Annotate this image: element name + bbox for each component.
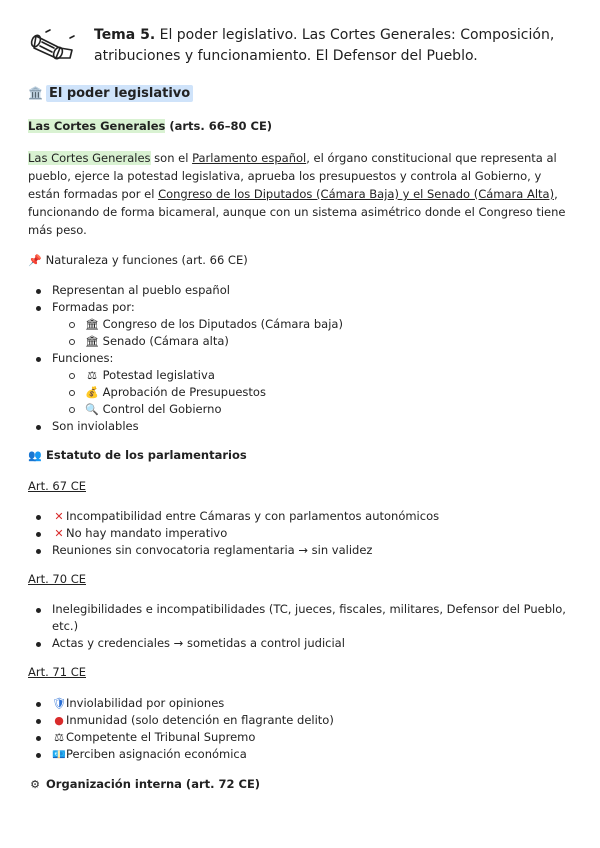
magnifier-icon: 🔍 <box>85 403 99 416</box>
building-icon: 🏛 <box>85 318 99 331</box>
naturaleza-text: Naturaleza y funciones (art. 66 CE) <box>45 253 248 267</box>
banknote-icon: 💶 <box>52 748 66 761</box>
scales-icon: ⚖ <box>54 731 64 744</box>
item-text: Aprobación de Presupuestos <box>102 385 266 399</box>
gear-icon: ⚙ <box>30 778 40 791</box>
list-item: Formadas por: <box>28 299 343 316</box>
cross-icon: ✕ <box>54 510 64 523</box>
art67-label: Art. 67 CE <box>28 479 86 493</box>
art71-list <box>28 695 334 763</box>
section-title: El poder legislativo <box>46 85 193 102</box>
para-text: , el órgano constitucional que representa al pueblo, ejerce la potestad legislativa, aprueba los presupuestos y controla al Gobierno, y están formadas por el <box>28 151 557 201</box>
people-icon: 👥 <box>28 449 42 462</box>
cortes-articles: (arts. 66–80 CE) <box>165 119 273 133</box>
scroll-icon <box>30 28 76 68</box>
list-item <box>28 333 343 350</box>
list-item <box>28 746 334 763</box>
list-item <box>28 316 343 333</box>
art70-list <box>28 601 576 652</box>
list-item <box>28 401 343 418</box>
subheading-cortes <box>28 118 272 134</box>
art71-label: Art. 71 CE <box>28 665 86 679</box>
list-item: Actas y credenciales → sometidas a control judicial <box>28 635 576 652</box>
pin-icon: 📌 <box>28 254 42 267</box>
cross-icon: ✕ <box>54 527 64 540</box>
item-text: Inviolabilidad por opiniones <box>66 696 225 710</box>
item-text: Senado (Cámara alta) <box>102 334 229 348</box>
list-item <box>28 367 343 384</box>
naturaleza-list <box>28 282 343 435</box>
tema-label: Tema 5. <box>94 27 156 43</box>
cortes-highlight: Las Cortes Generales <box>28 119 166 133</box>
list-item <box>28 508 439 525</box>
item-text: No hay mandato imperativo <box>66 526 228 540</box>
title-text: El poder legislativo. Las Cortes Generales: Composición, atribuciones y funcionamiento. El Defensor del Pueblo. <box>94 27 555 64</box>
para-link-camaras: Congreso de los Diputados (Cámara Baja) y el Senado (Cámara Alta) <box>158 187 555 201</box>
list-item <box>28 695 334 712</box>
shield-icon: 🛡 <box>52 697 66 710</box>
list-item <box>28 525 439 542</box>
scales-icon: ⚖ <box>87 369 97 382</box>
item-text: Perciben asignación económica <box>66 747 247 761</box>
para-text: son el <box>150 151 193 165</box>
list-item: Son inviolables <box>28 418 343 435</box>
list-item: Reuniones sin convocatoria reglamentaria → sin validez <box>28 542 439 559</box>
item-text: Competente el Tribunal Supremo <box>66 730 256 744</box>
item-text: Potestad legislativa <box>102 368 215 382</box>
organizacion-title: Organización interna (art. 72 CE) <box>46 777 261 791</box>
page-title <box>94 25 564 67</box>
list-item <box>28 729 334 746</box>
cortes-paragraph <box>28 149 576 239</box>
building-icon: 🏛 <box>85 335 99 348</box>
naturaleza-label <box>28 252 248 269</box>
estatuto-heading <box>28 447 247 464</box>
building-icon: 🏛️ <box>28 86 43 100</box>
item-text: Inmunidad (solo detención en flagrante delito) <box>66 713 334 727</box>
para-highlight: Las Cortes Generales <box>28 151 151 165</box>
list-item: Representan al pueblo español <box>28 282 343 299</box>
list-item <box>28 712 334 729</box>
header <box>28 24 578 74</box>
money-bag-icon: 💰 <box>85 386 99 399</box>
section-heading-poder-legislativo <box>28 83 193 103</box>
red-circle-icon: ● <box>54 714 64 727</box>
item-text: Incompatibilidad entre Cámaras y con parlamentos autonómicos <box>66 509 440 523</box>
list-item: Funciones: <box>28 350 343 367</box>
item-text: Congreso de los Diputados (Cámara baja) <box>102 317 343 331</box>
estatuto-title: Estatuto de los parlamentarios <box>46 448 247 462</box>
list-item: Inelegibilidades e incompatibilidades (TC, jueces, fiscales, militares, Defensor del Pueblo, etc.) <box>28 601 576 635</box>
organizacion-heading <box>28 776 260 793</box>
art67-list <box>28 508 439 559</box>
list-item <box>28 384 343 401</box>
art70-label: Art. 70 CE <box>28 572 86 586</box>
item-text: Control del Gobierno <box>102 402 222 416</box>
para-link-parlamento: Parlamento español <box>192 151 307 165</box>
para-text: , funcionando de forma bicameral, aunque con un sistema asimétrico donde el Congreso tiene más peso. <box>28 187 566 237</box>
